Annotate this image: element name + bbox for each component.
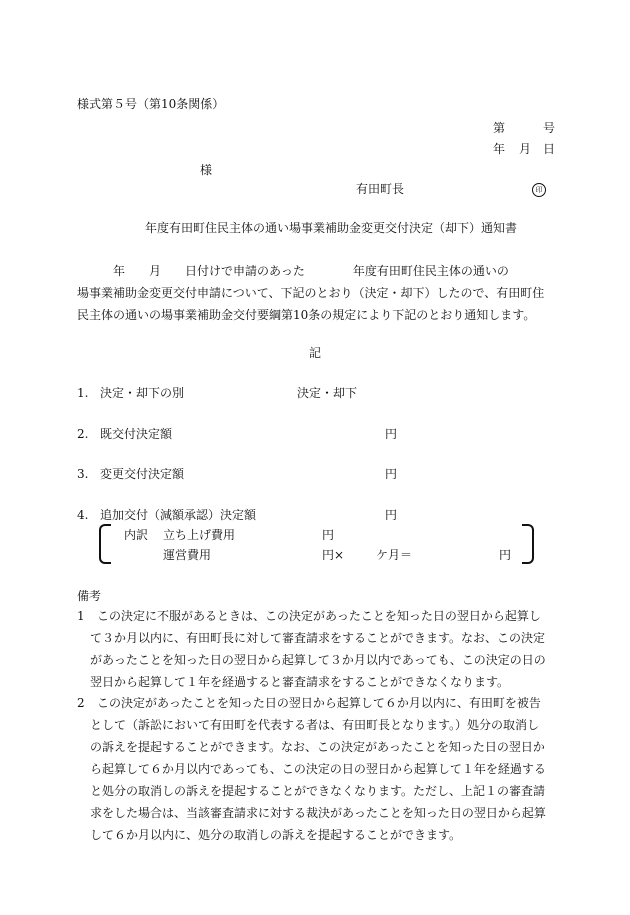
note-2-line-5: と処分の取消しの訴えを提起することができなくなります。ただし、上記１の審査請	[90, 784, 546, 798]
note-1-number: 1	[77, 609, 85, 623]
note-2-line-7: して６か月以内に、処分の取消しの訴えを提起することができます。	[90, 828, 462, 842]
breakdown-row2-total: 円	[499, 548, 512, 562]
item-2-value: 円	[385, 427, 398, 441]
breakdown-heading: 内訳	[124, 528, 149, 542]
breakdown-left-bracket	[99, 524, 111, 564]
doc-number-prefix: 第	[493, 121, 506, 135]
item-2-number: 2.	[77, 427, 89, 441]
date-year: 年	[493, 142, 506, 156]
seal-mark	[532, 182, 546, 197]
breakdown-row2-unit: 円×	[322, 548, 345, 562]
date-day: 日	[543, 142, 556, 156]
note-2-line-1: この決定があったことを知った日の翌日から起算して６か月以内に、有田町を被告	[97, 696, 541, 710]
seal-icon: 印	[532, 183, 546, 197]
form-number: 様式第５号（第10条関係）	[77, 97, 225, 111]
body-line-2: 場事業補助金変更交付申請について、下記のとおり（決定・却下）したので、有田町住	[77, 286, 545, 300]
item-2-label: 既交付決定額	[100, 427, 173, 441]
ki-heading: 記	[309, 346, 322, 360]
item-4-label: 追加交付（減額承認）決定額	[100, 508, 257, 522]
breakdown-row2-months: ケ月＝	[376, 548, 413, 562]
note-2-line-3: の訴えを提起することができます。なお、この決定があったことを知った日の翌日か	[90, 740, 545, 754]
breakdown-row1-label: 立ち上げ費用	[163, 528, 236, 542]
document-title: 年度有田町住民主体の通い場事業補助金変更交付決定（却下）通知書	[145, 221, 518, 235]
breakdown-right-bracket	[522, 524, 534, 564]
date-month: 月	[519, 142, 532, 156]
item-1-value: 決定・却下	[297, 386, 358, 400]
breakdown-row1-unit: 円	[322, 528, 335, 542]
note-1-line-2: て３か月以内に、有田町長に対して審査請求をすることができます。なお、この決定	[90, 631, 546, 645]
addressee-suffix: 様	[200, 163, 213, 177]
note-1-line-3: があったことを知った日の翌日から起算して３か月以内であっても、この決定の日の	[90, 653, 546, 667]
note-2-line-6: 求をした場合は、当該審査請求に対する裁決があったことを知った日の翌日から起算	[90, 806, 546, 820]
body-line-3: 民主体の通いの場事業補助金交付要綱第10条の規定により下記のとおり通知します。	[77, 308, 536, 322]
issuer-name: 有田町長	[356, 182, 405, 196]
note-2-line-4: ら起算して６か月以内であっても、この決定の日の翌日から起算して１年を経過する	[90, 762, 546, 776]
doc-number-suffix: 号	[543, 121, 556, 135]
note-1-line-4: 翌日から起算して１年を経過すると審査請求をすることができなくなります。	[90, 675, 510, 689]
item-3-value: 円	[385, 467, 398, 481]
item-1-label: 決定・却下の別	[100, 386, 185, 400]
item-1-number: 1.	[77, 386, 89, 400]
body-line-1: 年 月 日付けで申請のあった 年度有田町住民主体の通いの	[77, 264, 509, 278]
breakdown-row2-label: 運営費用	[163, 548, 212, 562]
item-4-value: 円	[385, 508, 398, 522]
item-4-number: 4.	[77, 508, 89, 522]
note-1-line-1: この決定に不服があるときは、この決定があったことを知った日の翌日から起算し	[97, 609, 541, 623]
note-2-line-2: として（訴訟において有田町を代表する者は、有田町長となります。）処分の取消し	[90, 718, 540, 732]
note-2-number: 2	[77, 696, 85, 710]
item-3-number: 3.	[77, 467, 89, 481]
item-3-label: 変更交付決定額	[100, 467, 185, 481]
notes-heading: 備考	[77, 589, 102, 603]
